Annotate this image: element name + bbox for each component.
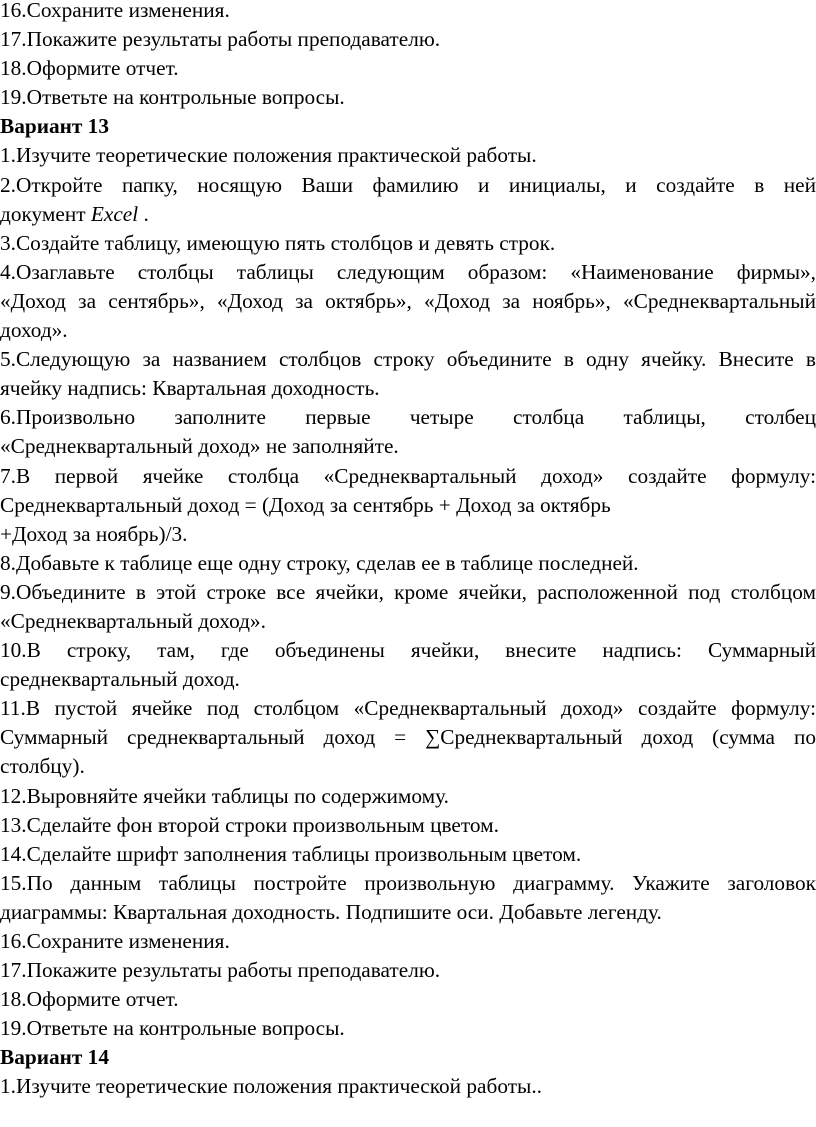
v13-step-9-line-2: «Среднеквартальный доход». [0,608,266,633]
v13-step-18: 18.Оформите отчет. [0,987,179,1012]
v13-step-4-line-1: 4.Озаглавьте столбцы таблицы следующим образом: «Наименование фирмы», [0,259,816,284]
v13-step-7-line-1: 7.В первой ячейке столбца «Среднеквартальный доход» создайте формулу: [0,463,816,488]
v13-step-4-line-3: доход». [0,318,68,343]
v13-step-16: 16.Сохраните изменения. [0,929,230,953]
v13-step-5-line-1: 5.Следующую за названием столбцов строку объедините в одну ячейку. Внесите в [0,347,816,372]
v13-step-7-line-2: Среднеквартальный доход = (Доход за сентябрь + Доход за октябрь [0,492,611,517]
v13-step-2-suffix: . [138,201,149,226]
v13-step-2-line-2 [0,200,816,229]
step-16-save: 16.Сохраните изменения. [0,0,230,22]
v13-step-2-prefix: документ [0,201,91,226]
v13-step-5-line-2: ячейку надпись: Квартальная доходность. [0,376,380,401]
v13-step-6-line-1: 6.Произвольно заполните первые четыре столбца таблицы, столбец [0,405,816,430]
v13-step-19: 19.Ответьте на контрольные вопросы. [0,1016,345,1041]
v13-step-1: 1.Изучите теоретические положения практической работы. [0,143,537,168]
v13-step-4-line-2: «Доход за сентябрь», «Доход за октябрь», «Доход за ноябрь», «Среднеквартальный [0,288,816,313]
v13-step-13: 13.Сделайте фон второй строки произвольным цветом. [0,812,499,837]
v13-step-10-line-2: среднеквартальный доход. [0,667,240,692]
step-17-show-results: 17.Покажите результаты работы преподавателю. [0,27,441,52]
variant-13-heading: Вариант 13 [0,114,109,139]
v13-step-14: 14.Сделайте шрифт заполнения таблицы произвольным цветом. [0,841,582,866]
step-19-questions: 19.Ответьте на контрольные вопросы. [0,85,345,110]
v13-step-7-line-3: +Доход за ноябрь)/3. [0,521,188,546]
v13-step-11-line-2: Суммарный среднеквартальный доход = ∑Среднеквартальный доход (сумма по [0,725,816,750]
v13-step-11-line-1: 11.В пустой ячейке под столбцом «Среднеквартальный доход» создайте формулу: [0,696,816,721]
v13-step-8: 8.Добавьте к таблице еще одну строку, сделав ее в таблице последней. [0,550,639,575]
excel-word: Excel [90,201,139,226]
step-18-report: 18.Оформите отчет. [0,56,179,81]
v13-step-10-line-1: 10.В строку, там, где объединены ячейки, внесите надпись: Суммарный [0,638,816,663]
v13-step-9-line-1: 9.Объедините в этой строке все ячейки, кроме ячейки, расположенной под столбцом [0,579,816,604]
v13-step-12: 12.Выровняйте ячейки таблицы по содержимому. [0,783,449,808]
v13-step-6-line-2: «Среднеквартальный доход» не заполняйте. [0,434,399,459]
v13-step-3: 3.Создайте таблицу, имеющую пять столбцов и девять строк. [0,230,556,255]
v13-step-15-line-1: 15.По данным таблицы постройте произвольную диаграмму. Укажите заголовок [0,870,816,895]
v14-step-1: 1.Изучите теоретические положения практической работы.. [0,1074,542,1099]
v13-step-11-line-3: столбцу). [0,754,85,779]
v13-step-17: 17.Покажите результаты работы преподавателю. [0,958,441,983]
v13-step-2-line-1: 2.Откройте папку, носящую Ваши фамилию и инициалы, и создайте в ней [0,172,816,197]
v13-step-15-line-2: диаграммы: Квартальная доходность. Подпишите оси. Добавьте легенду. [0,899,662,924]
variant-14-heading: Вариант 14 [0,1045,109,1070]
